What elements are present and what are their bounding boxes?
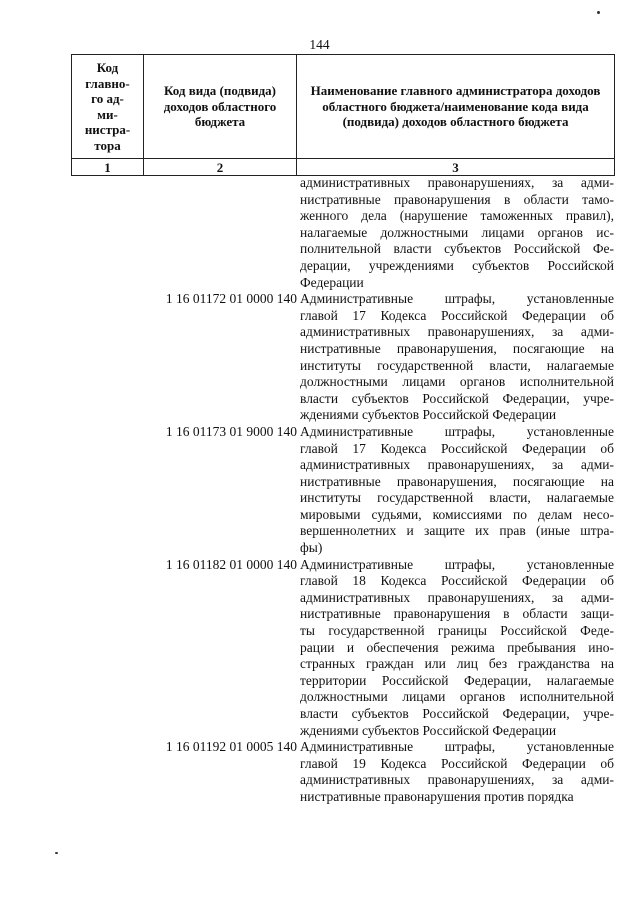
description-line: нистративные правонарушения в области защи-	[300, 606, 614, 622]
header-col1	[72, 55, 144, 159]
table-row	[71, 739, 614, 805]
header-row	[72, 55, 615, 159]
description-line: Административные штрафы, установленные	[300, 423, 614, 439]
description-line: институты государственной власти, налагаемые	[300, 357, 614, 373]
description-line: дерации, учреждениями субъектов Российской	[300, 257, 614, 273]
description-line: Административные штрафы, установленные	[300, 556, 614, 572]
number-col1: 1	[72, 159, 144, 176]
description-line: фы)	[300, 540, 323, 556]
description-line: мировыми судьями, комиссиями по делам несо-	[300, 506, 614, 522]
description-line: вершеннолетних и защите их прав (иные штра-	[300, 523, 614, 539]
description-line: Федерации	[300, 274, 364, 290]
description-line: нистративные правонарушения в области тамо-	[300, 191, 614, 207]
description-line: нистративные правонарушения, посягающие на	[300, 473, 614, 489]
description-line: должностными лицами органов исполнительной	[300, 689, 614, 705]
header-col1-line: го ад-	[91, 91, 124, 106]
description-line: главой 18 Кодекса Российской Федерации об	[300, 573, 614, 589]
description-line: рации и обеспечения режима пребывания ино-	[300, 639, 614, 655]
header-col1-line: ми-	[97, 106, 118, 122]
description-line: территории Российской Федерации, налагаемые	[300, 672, 614, 688]
number-col2: 2	[144, 159, 297, 176]
header-col1-line: главно-	[85, 75, 130, 91]
description-line: административных правонарушениях, за адми-	[300, 772, 614, 788]
description-line: женного дела (нарушение таможенных правил),	[300, 208, 614, 224]
header-col1-line: Код	[96, 60, 119, 75]
description-line: Административные штрафы, установленные	[300, 291, 614, 307]
description-line: налагаемые должностными лицами органов ис-	[300, 224, 614, 240]
description-line: ты государственной границы Российской Феде-	[300, 623, 614, 639]
description-line: власти субъектов Российской Федерации, учре-	[300, 390, 614, 406]
description-line: главой 17 Кодекса Российской Федерации об	[300, 440, 614, 456]
number-row	[72, 159, 615, 176]
description-line: должностными лицами органов исполнительной	[300, 374, 614, 390]
description-line: административных правонарушениях, за адми-	[300, 457, 614, 473]
description-line: нистративные правонарушения против порядка	[300, 788, 574, 804]
number-col3: 3	[297, 159, 615, 176]
scan-speck	[55, 852, 58, 854]
description-line: административных правонарушениях, за адми-	[300, 324, 614, 340]
description-line: ждениями субъектов Российской Федерации	[300, 722, 557, 738]
description-line: институты государственной власти, налагаемые	[300, 490, 614, 506]
revenue-description	[299, 557, 614, 740]
description-line: административных правонарушениях, за адми-	[300, 175, 614, 190]
revenue-code: 1 16 01182 01 0000 140	[165, 556, 297, 572]
revenue-description	[299, 291, 614, 424]
description-line: власти субъектов Российской Федерации, учре-	[300, 706, 614, 721]
description-line: странных граждан или лиц без гражданства на	[300, 656, 614, 672]
description-line: главой 19 Кодекса Российской Федерации об	[300, 755, 614, 771]
page-number: 144	[309, 37, 330, 52]
revenue-code: 1 16 01192 01 0005 140	[165, 739, 297, 755]
revenue-description	[299, 739, 614, 805]
description-line: полнительной власти субъектов Российской Фе-	[300, 241, 614, 257]
table-row	[71, 291, 614, 424]
document-body	[71, 175, 614, 806]
description-line: Административные штрафы, установленные	[300, 739, 614, 755]
table-row	[71, 424, 614, 557]
description-line: административных правонарушениях, за адми-	[300, 589, 614, 605]
revenue-code: 1 16 01172 01 0000 140	[165, 291, 297, 307]
header-col1-line: нистра-	[84, 122, 131, 137]
revenue-description	[299, 175, 614, 291]
description-line: главой 17 Кодекса Российской Федерации об	[300, 307, 614, 323]
table-row	[71, 557, 614, 740]
header-col1-line: тора	[94, 137, 121, 153]
description-line: ждениями субъектов Российской Федерации	[300, 407, 557, 423]
header-col2: Код вида (подвида) доходов областного бюджета	[144, 55, 297, 159]
revenue-description	[299, 424, 614, 557]
table-row	[71, 175, 614, 291]
scan-speck	[597, 11, 600, 14]
description-line: нистративные правонарушения, посягающие на	[300, 340, 614, 356]
header-col3: Наименование главного администратора доходов областного бюджета/наименование кода вида (подвида) доходов областного бюджета	[297, 55, 615, 159]
revenue-code: 1 16 01173 01 9000 140	[165, 423, 297, 439]
header-table	[71, 54, 615, 176]
header-col1-text	[79, 60, 137, 153]
